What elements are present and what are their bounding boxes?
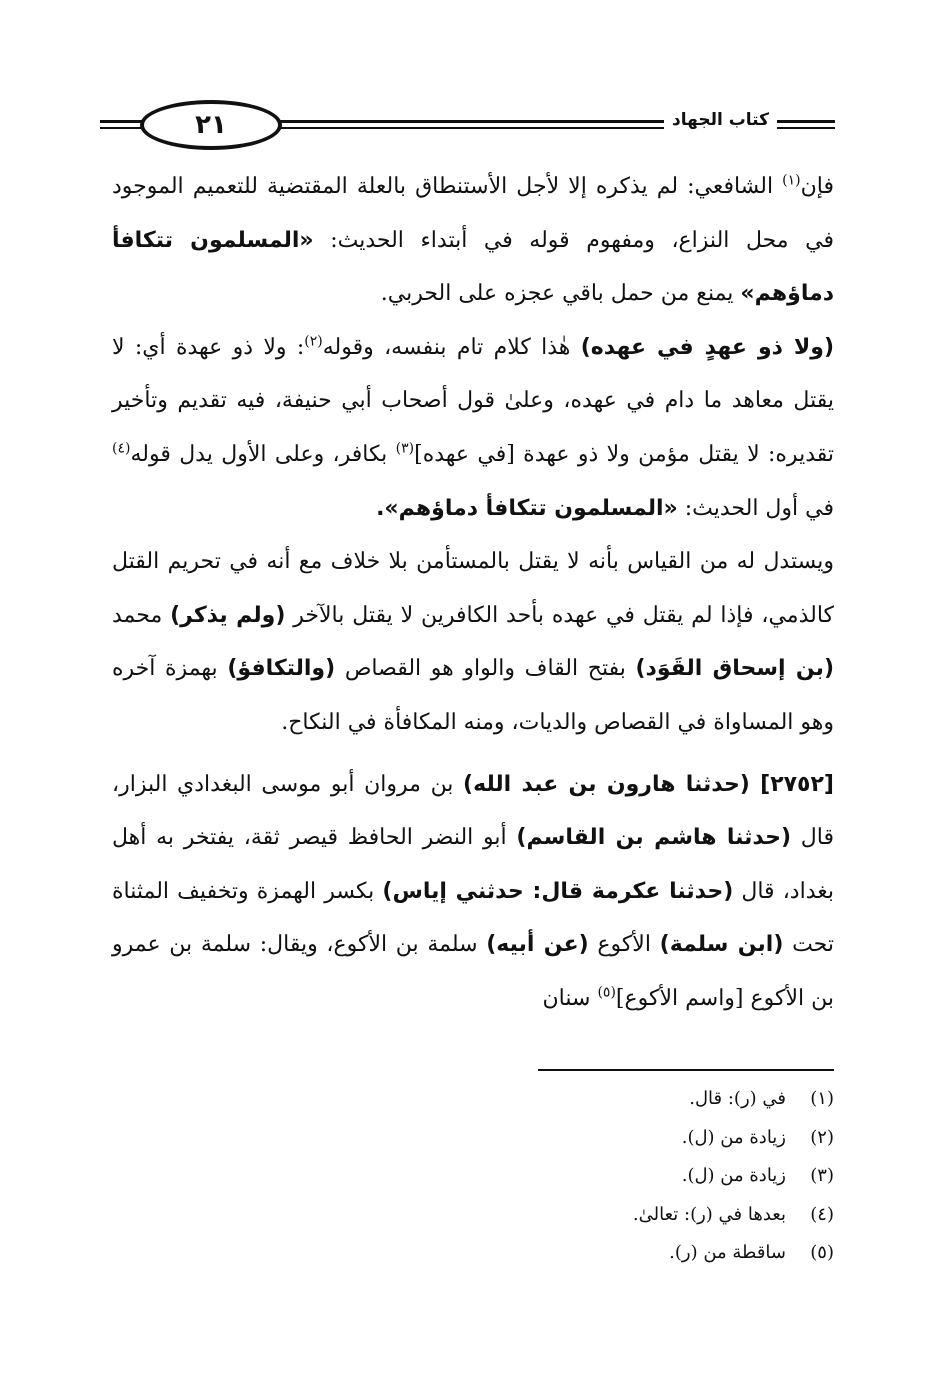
bold-text: «المسلمون تتكافأ دماؤهم» [112, 227, 834, 307]
text: يمنع من حمل باقي عجزه على الحربي. [380, 281, 741, 307]
footnote-text: ساقطة من (ر). [669, 1242, 786, 1263]
footnote-text: زيادة من (ل). [681, 1126, 786, 1148]
bold-text: (حدثنا هاشم بن القاسم) [516, 825, 792, 851]
footnote-ref: (٢) [304, 333, 323, 350]
footnote-separator [538, 1069, 834, 1071]
text: أبو النضر الحافظ قيصر ثقة، يفتخر به أهل بغداد، قال [112, 825, 834, 904]
text: بكسر الهمزة وتخفيف المثناة تحت [112, 878, 835, 958]
text: الأكوع [588, 932, 660, 958]
footnote-number: (٥) [810, 1242, 834, 1263]
paragraph-3 [112, 535, 834, 749]
bold-text: (ولم يذكر) [170, 602, 286, 628]
bold-text: (عن أبيه) [486, 932, 589, 958]
text: محمد [112, 602, 171, 628]
bold-text: «المسلمون تتكافأ دماؤهم». [376, 495, 678, 521]
bold-text: (والتكافؤ) [227, 656, 336, 682]
paragraph-2 [112, 321, 834, 535]
text: فإن [800, 174, 834, 199]
footnote-number: (١) [810, 1088, 834, 1109]
footnote-item [334, 1234, 834, 1273]
footnote-text: زيادة من (ل). [681, 1165, 786, 1186]
footnote-number: (٣) [810, 1165, 834, 1186]
text: بهمزة آخره وهو المساواة في القصاص والديات، ومنه المكافأة في النكاح. [112, 656, 834, 735]
text: : ولا ذو عهدة أي: لا يقتل معاهد ما دام في عهده، وعلىٰ قول أصحاب أبي حنيفة، فيه تقديم وتأخير تقديره: لا يقتل مؤمن ولا ذو عهدة [في عهده] [112, 334, 834, 467]
text: سلمة بن الأكوع، ويقال: سلمة بن عمرو بن الأكوع [واسم الأكوع] [112, 932, 834, 1011]
bold-text: (بن إسحاق القَوَد) [635, 656, 834, 682]
text: في أول الحديث: [677, 495, 834, 521]
footnote-number: (٤) [810, 1203, 834, 1225]
footnote-ref: (١) [782, 172, 801, 189]
footnote-ref: (٣) [395, 440, 415, 457]
page-header [100, 92, 835, 162]
main-text [112, 160, 834, 1026]
text: هٰذا كلام تام بنفسه، وقوله [322, 334, 581, 360]
paragraph-4 [112, 758, 834, 1026]
footnote-text: بعدها في (ر): تعالىٰ. [632, 1203, 786, 1225]
bold-text: (ابن سلمة) [659, 932, 784, 958]
footnotes [334, 1080, 834, 1273]
text: بفتح القاف والواو هو القصاص [335, 656, 636, 682]
footnote-text: في (ر): قال. [689, 1088, 786, 1109]
footnote-number: (٢) [810, 1126, 834, 1148]
bold-text: (حدثنا عكرمة قال: حدثني إياس) [382, 878, 734, 904]
text: بن مروان أبو موسى البغدادي البزار، قال [112, 771, 834, 851]
paragraph-1 [112, 160, 834, 321]
hadith-number: [٢٧٥٢] [760, 771, 834, 797]
footnote-ref: (٥) [597, 984, 616, 1001]
text: ويستدل له من القياس بأنه لا يقتل بالمستأمن بلا خلاف مع أنه في تحريم القتل كالذمي، فإذا لم يقتل في عهده بأحد الكافرين لا يقتل بالآخر [112, 549, 834, 628]
text: الشافعي: لم يذكره إلا لأجل الأستنطاق بالعلة المقتضية للتعميم الموجود في محل النزاع، ومفهوم قوله في أبتداء الحديث: [112, 174, 834, 253]
footnote-item [334, 1157, 834, 1196]
running-title: كتاب الجهاد [664, 110, 777, 130]
text: سنان [542, 985, 598, 1011]
text: بكافر، وعلى الأول يدل قوله [130, 441, 396, 467]
footnote-item [334, 1119, 834, 1158]
footnote-item [334, 1080, 834, 1119]
page-number: ٢١ [140, 100, 282, 150]
bold-text: (حدثنا هارون بن عبد الله) [463, 771, 761, 797]
bold-text: (ولا ذو عهدٍ في عهده) [580, 334, 835, 360]
footnote-item [334, 1196, 834, 1235]
footnote-ref: (٤) [112, 440, 131, 457]
